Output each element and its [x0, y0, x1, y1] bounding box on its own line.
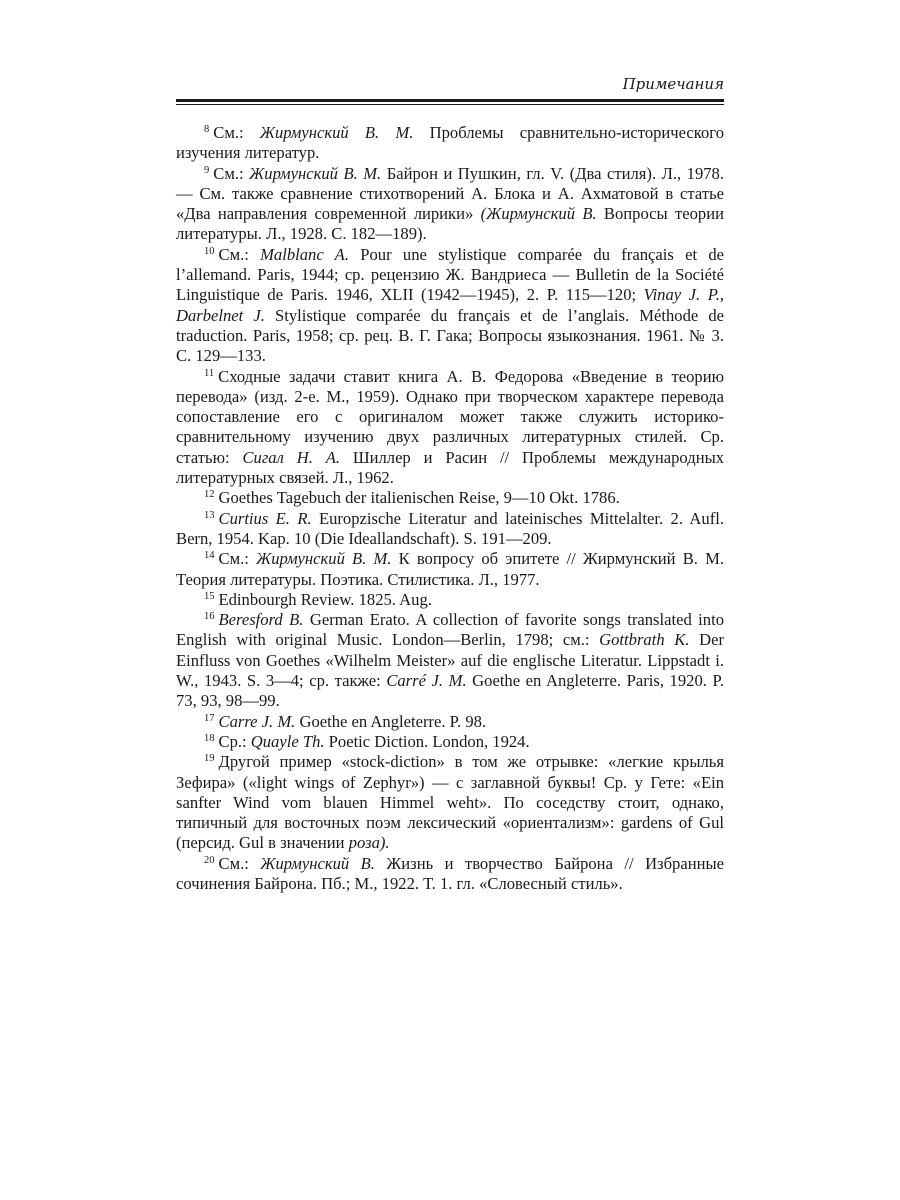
endnote-number: 15 — [204, 590, 215, 602]
endnote — [176, 123, 724, 164]
endnote-text: См.: — [218, 853, 261, 873]
endnote-text: Edinbourgh Review. 1825. Aug. — [218, 589, 432, 609]
endnote-text: German Erato. A collection of favorite songs translated into English with original Music. London—Berlin, 1798; см.: — [176, 610, 724, 650]
endnote-number: 20 — [204, 854, 215, 866]
endnote-text: Der Einfluss von Goethes «Wilhelm Meister» auf die englische Literatur. Lippstadt i. W., 1943. S. 3—4; ср. также: — [176, 630, 724, 691]
endnote-italic-text: Vinay J. P., Darbelnet J. — [176, 285, 725, 325]
endnote — [176, 732, 724, 752]
endnote — [176, 509, 724, 550]
endnote-number: 13 — [204, 509, 215, 521]
endnote-text: Вопросы теории литературы. Л., 1928. С. 182—189). — [176, 204, 724, 244]
endnote-italic-text: (Жирмунский В. — [480, 204, 597, 224]
endnote — [176, 164, 724, 245]
endnotes-list — [176, 123, 724, 894]
endnote-text: Ср.: — [218, 731, 251, 751]
endnote-text: Goethe en Angleterre. P. 98. — [295, 711, 487, 731]
endnote-text: Goethes Tagebuch der italienischen Reise, 9—10 Okt. 1786. — [218, 488, 620, 508]
header-rule-thick — [176, 99, 724, 102]
endnote-italic-text: Сигал Н. А. — [242, 447, 341, 467]
endnote-italic-text: Beresford B. — [218, 610, 304, 630]
endnote-italic-text: Gottbrath K. — [599, 630, 690, 650]
endnote — [176, 712, 724, 732]
endnote-text: Stylistique comparée du français et de l’anglais. Méthode de traduction. Paris, 1958; ср. рец. В. Г. Гака; Вопросы языкознания. 1961. № 3. С. 129—133. — [176, 305, 724, 366]
endnote-number: 11 — [204, 367, 215, 379]
endnote-text: Байрон и Пушкин, гл. V. (Два стиля). Л., 1978. — См. также сравнение стихотворений А. Блока и А. Ахматовой в статье «Два направления современной лирики» — [176, 163, 724, 224]
endnote-number: 18 — [204, 732, 215, 744]
endnote-number: 8 — [204, 124, 210, 135]
endnote-text: См.: — [218, 549, 256, 569]
endnote — [176, 245, 724, 367]
endnote — [176, 488, 724, 508]
header-rule-thin — [176, 104, 724, 105]
endnote — [176, 752, 724, 853]
endnote-number: 19 — [204, 753, 215, 765]
endnote-number: 12 — [204, 489, 215, 501]
endnote-number: 17 — [204, 712, 215, 724]
endnote-text: Сходные задачи ставит книга А. В. Федорова «Введение в теорию перевода» (изд. 2-е. М., 1959). Однако при творческом характере перевода сопоставление его с оригиналом может также служить историко-сравнительному изучению двух различных литературных стилей. Ср. статью: — [176, 366, 724, 467]
endnote-text: Pour une stylistique comparée du français et de l’allemand. Paris, 1944; ср. рецензию Ж. Вандриеса — Bulletin de la Société Linguistique de Paris. 1946, XLII (1942—1945), 2. P. 115—120; — [176, 244, 724, 305]
running-head: Примечания — [622, 75, 724, 93]
endnote-italic-text: Жирмунский В. — [260, 853, 375, 873]
endnote-text: Проблемы сравнительно-исторического изучения литератур. — [176, 123, 724, 163]
endnote-text: Другой пример «stock-diction» в том же отрывке: «легкие крылья Зефира» («light wings of Zephyr») — с заглавной буквы! Ср. у Гете: «Ein sanfter Wind vom blauen Himmel weht». По соседству стоит, однако, типичный для восточных поэм лексический «ориентализм»: gardens of Gul (персид. Gul в значении — [176, 752, 724, 853]
endnote-text: Europzische Literatur and lateinisches Mittelalter. 2. Aufl. Bern, 1954. Kap. 10 (Die Ideallandschaft). S. 191—209. — [176, 508, 724, 548]
endnote-italic-text: Malblanc A. — [260, 244, 349, 264]
endnote-italic-text: роза). — [348, 833, 390, 853]
endnote-number: 14 — [204, 550, 215, 562]
endnote-italic-text: Carre J. M. — [218, 711, 296, 731]
endnote-text: См.: — [213, 163, 250, 183]
endnote-text: См.: — [213, 123, 260, 142]
endnote-italic-text: Жирмунский В. М. — [259, 123, 414, 142]
endnote-number: 16 — [204, 611, 215, 623]
endnote — [176, 854, 724, 895]
endnote-italic-text: Жирмунский В. М. — [249, 163, 382, 183]
endnote-text: Жизнь и творчество Байрона // Избранные сочинения Байрона. Пб.; М., 1922. Т. 1. гл. «Словесный стиль». — [176, 853, 724, 893]
endnote — [176, 590, 724, 610]
endnote-number: 9 — [204, 164, 210, 176]
endnote-italic-text: Жирмунский В. М. — [256, 549, 392, 569]
endnote — [176, 610, 724, 711]
endnote-text: См.: — [218, 244, 261, 264]
endnote-text: К вопросу об эпитете // Жирмунский В. М. Теория литературы. Поэтика. Стилистика. Л., 1977. — [176, 549, 724, 589]
endnote-italic-text: Curtius E. R. — [218, 508, 312, 528]
endnote-text: Poetic Diction. London, 1924. — [324, 731, 530, 751]
endnote-text: Goethe en Angleterre. Paris, 1920. P. 73, 93, 98—99. — [176, 671, 725, 711]
endnote-text: Шиллер и Расин // Проблемы международных литературных связей. Л., 1962. — [176, 447, 725, 488]
endnote-italic-text: Carré J. M. — [386, 671, 467, 691]
endnote-number: 10 — [204, 245, 215, 257]
endnote — [176, 367, 724, 489]
endnote-italic-text: Quayle Th. — [250, 731, 325, 751]
endnote — [176, 549, 724, 590]
